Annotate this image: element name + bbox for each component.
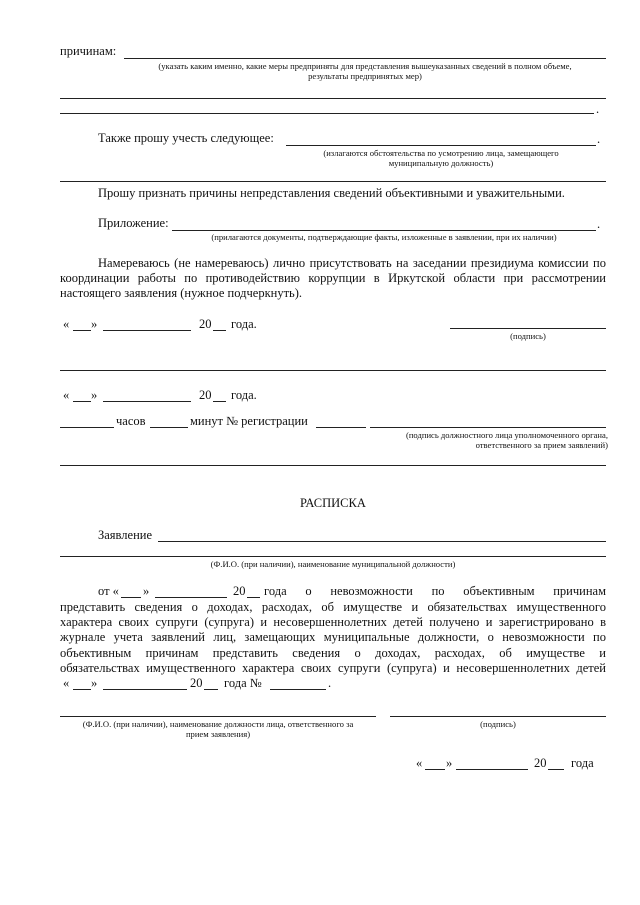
reasons-end-dot: . — [596, 102, 600, 116]
also-label: Также прошу учесть следующее: — [98, 131, 274, 145]
receipt-month-line — [155, 597, 227, 598]
receipt-signature-line — [390, 716, 606, 717]
reasons-line-2 — [60, 98, 606, 99]
final-open-quote: « — [416, 756, 423, 770]
registration-hours-line — [60, 427, 114, 428]
reasons-fill-line — [124, 58, 606, 59]
date1-close-quote: » — [91, 317, 98, 331]
date2-close-quote: » — [91, 388, 98, 402]
date2-month-line — [103, 401, 191, 402]
signature-hint-1: (подпись) — [510, 331, 546, 341]
receipt-last-month-line — [103, 689, 187, 690]
final-year-line — [548, 769, 564, 770]
receipt-last-end-dot: . — [328, 676, 332, 690]
receipt-name-line — [60, 556, 606, 557]
reasons-hint: (указать каким именно, какие меры предприняты для представления вышеуказанных сведений в полном объеме, результаты предпринятых мер) — [158, 61, 572, 82]
date1-open-quote: « — [63, 317, 70, 331]
also-fill-line — [286, 145, 596, 146]
official-signature-line — [370, 427, 606, 428]
date1-day-line — [73, 330, 91, 331]
date1-year-line — [213, 330, 226, 331]
receipt-last-day-line — [73, 689, 91, 690]
responsible-name-line — [60, 716, 376, 717]
receipt-century: 20 — [233, 584, 246, 598]
receipt-signature-hint: (подпись) — [480, 719, 516, 729]
date2-year-line — [213, 401, 226, 402]
also-line-2 — [60, 181, 606, 182]
also-hint: (излагаются обстоятельства по усмотрению лица, замещающего муниципальную должность) — [323, 148, 559, 169]
intent-paragraph: Намереваюсь (не намереваюсь) лично присутствовать на заседании президиума комиссии по координации работы по противодействию коррупции в Иркутской области при рассмотрении настоящего заявления (нужное подчеркнуть). — [60, 256, 606, 301]
receipt-year-line — [247, 597, 260, 598]
final-close-quote: » — [446, 756, 453, 770]
registration-number-line — [316, 427, 366, 428]
final-month-line — [456, 769, 528, 770]
registration-hours-label: часов — [116, 414, 146, 428]
attachment-end-dot: . — [597, 217, 601, 231]
receipt-paragraph: представить сведения о доходах, расходах, об имуществе и обязательствах имущественного характера своих супруги (супруга) и несовершеннолетних детей получено и зарегистрировано в журнале учета заявлений лиц, замещающих муниципальные должности, о невозможности по объективным причинам представить сведения о доходах, расходах, об имуществе и обязательствах имущественного характера своих супруги (супруга) и несовершеннолетних детей — [60, 600, 606, 675]
receipt-close-quote: » — [143, 584, 150, 598]
receipt-last-close-quote: » — [91, 676, 98, 690]
receipt-from-label: от « — [98, 584, 119, 598]
receipt-statement-label: Заявление — [98, 528, 153, 542]
date2-century: 20 — [199, 388, 212, 402]
recognize-text: Прошу признать причины непредставления сведений объективными и уважительными. — [98, 186, 565, 200]
final-day-line — [425, 769, 445, 770]
receipt-day-line — [121, 597, 141, 598]
receipt-title: РАСПИСКА — [300, 496, 366, 510]
attachment-label: Приложение: — [98, 216, 169, 230]
receipt-last-year-line — [204, 689, 218, 690]
registration-minutes-line — [150, 427, 188, 428]
reasons-line-3 — [60, 113, 594, 114]
attachment-fill-line — [172, 230, 596, 231]
final-year-word: года — [571, 756, 594, 770]
receipt-line-1-rest: года о невозможности по объективным причинам — [264, 584, 606, 598]
receipt-last-number-line — [270, 689, 326, 690]
receipt-statement-line — [158, 541, 606, 542]
signature-line-1 — [450, 328, 606, 329]
attachment-hint: (прилагаются документы, подтверждающие факты, изложенные в заявлении, при их наличии) — [211, 232, 557, 242]
reasons-label: причинам: — [60, 44, 117, 58]
date1-year-word: года. — [231, 317, 257, 331]
date2-open-quote: « — [63, 388, 70, 402]
date1-month-line — [103, 330, 191, 331]
receipt-last-century: 20 — [190, 676, 203, 690]
receipt-name-hint: (Ф.И.О. (при наличии), наименование муниципальной должности) — [210, 559, 456, 569]
responsible-hint: (Ф.И.О. (при наличии), наименование должности лица, ответственного за прием заявления) — [82, 719, 354, 740]
final-century: 20 — [534, 756, 547, 770]
separator-line-1 — [60, 370, 606, 371]
separator-line-2 — [60, 465, 606, 466]
receipt-last-open-quote: « — [63, 676, 70, 690]
date2-year-word: года. — [231, 388, 257, 402]
receipt-last-year-word: года № — [224, 676, 262, 690]
date1-century: 20 — [199, 317, 212, 331]
registration-minutes-label: минут № регистрации — [190, 414, 308, 428]
also-end-dot: . — [597, 132, 601, 146]
date2-day-line — [73, 401, 91, 402]
official-signature-hint: (подпись должностного лица уполномоченного органа, ответственного за прием заявлений) — [405, 430, 608, 451]
